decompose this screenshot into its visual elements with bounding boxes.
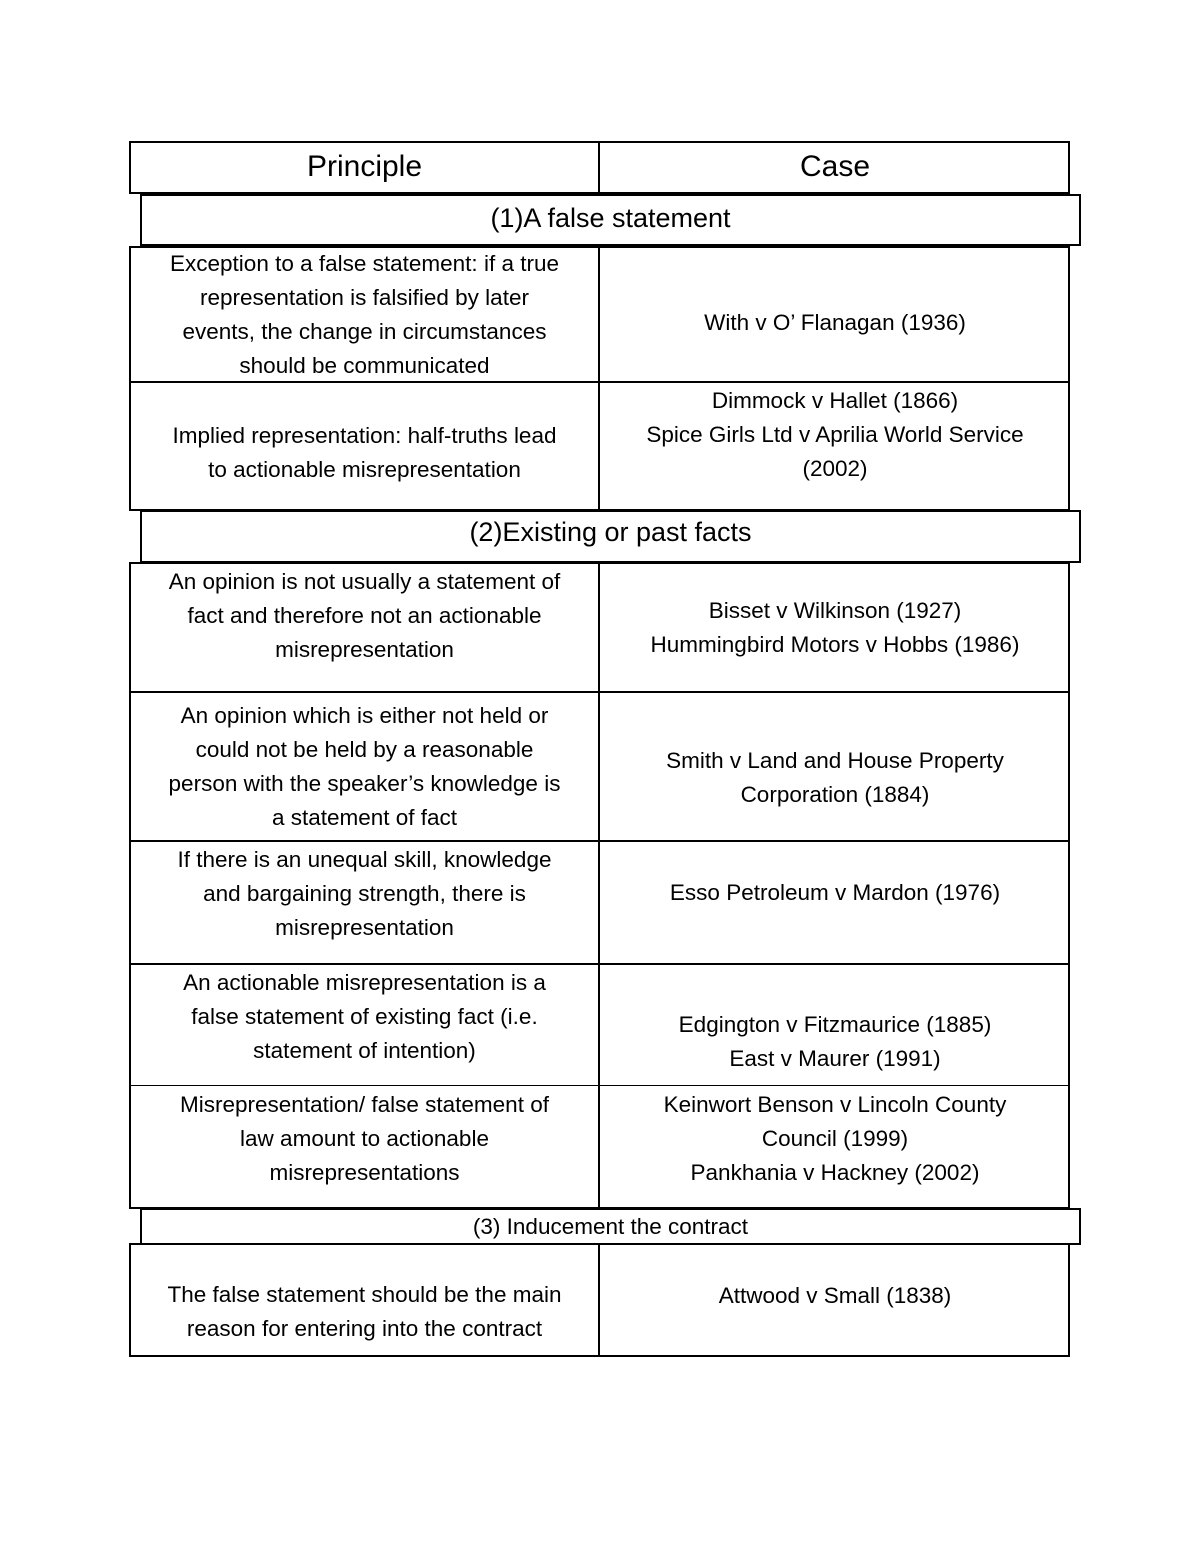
- header-case-text: Case: [799, 149, 871, 183]
- header-case: [600, 141, 1070, 192]
- principle-cell: Misrepresentation/ false statement of law amount to actionable misrepresentations: [180, 1092, 549, 1185]
- case-cell: Edgington v Fitzmaurice (1885) East v Maurer (1991): [678, 1011, 992, 1071]
- header-principle-text: Principle: [306, 149, 423, 183]
- section-title: (3) Inducement the contract: [472, 1214, 749, 1239]
- case-cell: Keinwort Benson v Lincoln County Council (1999) Pankhania v Hackney (2002): [663, 1092, 1007, 1185]
- case-cell: Attwood v Small (1838): [718, 1283, 952, 1308]
- case-cell: With v O’ Flanagan (1936): [704, 310, 966, 335]
- case-cell: Dimmock v Hallet (1866) Spice Girls Ltd v Aprilia World Service (2002): [646, 388, 1024, 481]
- case-cell: Esso Petroleum v Mardon (1976): [669, 880, 1001, 905]
- principle-cell: An opinion is not usually a statement of fact and therefore not an actionable misrepresentation: [168, 569, 561, 662]
- principle-cell: An opinion which is either not held or could not be held by a reasonable person with the speaker’s knowledge is a statement of fact: [168, 702, 561, 830]
- section-title: (1)A false statement: [490, 203, 731, 233]
- principle-cell: An actionable misrepresentation is a false statement of existing fact (i.e. statement of intention): [183, 970, 546, 1063]
- header-principle: [129, 141, 600, 192]
- principle-cell: Implied representation: half-truths lead to actionable misrepresentation: [172, 422, 557, 482]
- case-cell: Smith v Land and House Property Corporation (1884): [666, 747, 1004, 807]
- section-title: (2)Existing or past facts: [469, 517, 752, 547]
- case-cell: Bisset v Wilkinson (1927) Hummingbird Motors v Hobbs (1986): [650, 597, 1020, 657]
- principle-cell: The false statement should be the main reason for entering into the contract: [167, 1282, 562, 1341]
- principle-cell: If there is an unequal skill, knowledge and bargaining strength, there is misrepresentation: [177, 847, 552, 940]
- principle-cell: Exception to a false statement: if a true representation is falsified by later events, the change in circumstances should be communicated: [170, 251, 559, 378]
